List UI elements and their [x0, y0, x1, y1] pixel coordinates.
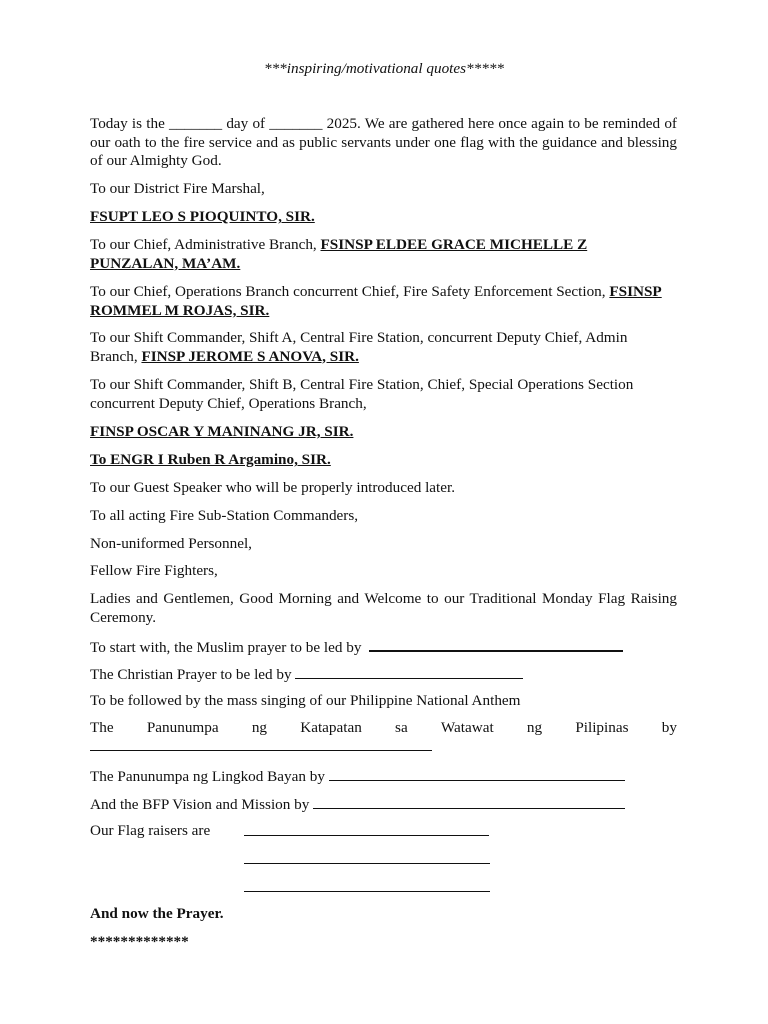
- flag-raiser-blank-3: [244, 891, 490, 892]
- lingkod-label: The Panunumpa ng Lingkod Bayan by: [90, 768, 325, 785]
- marshal-name: FSUPT LEO S PIOQUINTO, SIR.: [90, 208, 315, 225]
- substation-line: To all acting Fire Sub-Station Commanders,: [90, 507, 359, 524]
- ops-chief-paragraph: [90, 283, 677, 320]
- document-title: ***inspiring/motivational quotes*****: [263, 60, 505, 77]
- shift-a-intro: To our Shift Commander, Shift A, Central Fire Station, concurrent Deputy Chief, Admin Branch,: [90, 329, 628, 365]
- vision-mission-line: [90, 794, 677, 815]
- prayer-line: And now the Prayer.: [90, 905, 224, 922]
- admin-name-line1: FSINSP ELDEE GRACE MICHELLE Z: [320, 236, 588, 253]
- pk-word: Watawat: [440, 719, 494, 736]
- muslim-prayer-line: [90, 636, 677, 658]
- pk-word: Katapatan: [300, 719, 362, 736]
- christian-prayer-label: The Christian Prayer to be led by: [90, 666, 292, 683]
- pk-word: by: [661, 719, 677, 736]
- ops-name: FSINSP ROMMEL M ROJAS, SIR.: [90, 283, 662, 319]
- shift-b-name: FINSP OSCAR Y MANINANG JR, SIR.: [90, 423, 354, 440]
- lingkod-blank: [329, 766, 625, 781]
- pk-word: Pilipinas: [575, 719, 629, 736]
- admin-name-line2: PUNZALAN, MA’AM.: [90, 254, 241, 272]
- panunumpa-katapatan-blank: [90, 750, 432, 751]
- engr-name: To ENGR I Ruben R Argamino, SIR.: [90, 451, 331, 468]
- ops-intro: To our Chief, Operations Branch concurrent Chief, Fire Safety Enforcement Section,: [90, 283, 610, 300]
- vision-blank: [313, 794, 625, 809]
- shift-a-name: FINSP JEROME S ANOVA, SIR.: [141, 347, 359, 365]
- anthem-line: To be followed by the mass singing of our Philippine National Anthem: [90, 692, 521, 709]
- admin-chief-paragraph: [90, 236, 677, 273]
- flag-raisers-label: Our Flag raisers are: [90, 822, 211, 839]
- flag-raiser-blank-1: [244, 835, 489, 836]
- admin-intro: To our Chief, Administrative Branch,: [90, 236, 321, 253]
- panunumpa-katapatan-words: [90, 719, 677, 738]
- marshal-intro: To our District Fire Marshal,: [90, 180, 265, 197]
- christian-prayer-line: [90, 664, 677, 685]
- vision-label: And the BFP Vision and Mission by: [90, 796, 310, 813]
- stars-line: *************: [90, 933, 189, 950]
- guest-speaker-line: To our Guest Speaker who will be properly introduced later.: [90, 479, 456, 496]
- muslim-prayer-blank: [369, 636, 623, 652]
- opening-paragraph: Today is the _______ day of _______ 2025. We are gathered here once again to be reminded of our oath to the fire service and as public servants under one flag with the guidance and blessing of our Almighty God.: [90, 115, 677, 169]
- fellow-line: Fellow Fire Fighters,: [90, 562, 218, 579]
- panunumpa-katapatan-line: [90, 719, 677, 738]
- greeting-paragraph: Ladies and Gentlemen, Good Morning and Welcome to our Traditional Monday Flag Raising Ceremony.: [90, 590, 677, 626]
- lingkod-bayan-line: [90, 766, 677, 787]
- pk-word: The: [90, 719, 114, 736]
- flag-raiser-blank-2: [244, 863, 490, 864]
- nup-line: Non-uniformed Personnel,: [90, 535, 252, 552]
- muslim-prayer-label: To start with, the Muslim prayer to be led by: [90, 639, 362, 656]
- pk-word: sa: [395, 719, 408, 736]
- shift-b-paragraph: To our Shift Commander, Shift B, Central Fire Station, Chief, Special Operations Section concurrent Deputy Chief, Operations Branch,: [90, 376, 634, 412]
- pk-word: Panunumpa: [146, 719, 219, 736]
- pk-word: ng: [251, 719, 267, 736]
- flag-raisers-line: [90, 822, 677, 841]
- christian-prayer-blank: [295, 664, 523, 679]
- shift-a-paragraph: [90, 329, 677, 366]
- pk-word: ng: [526, 719, 543, 736]
